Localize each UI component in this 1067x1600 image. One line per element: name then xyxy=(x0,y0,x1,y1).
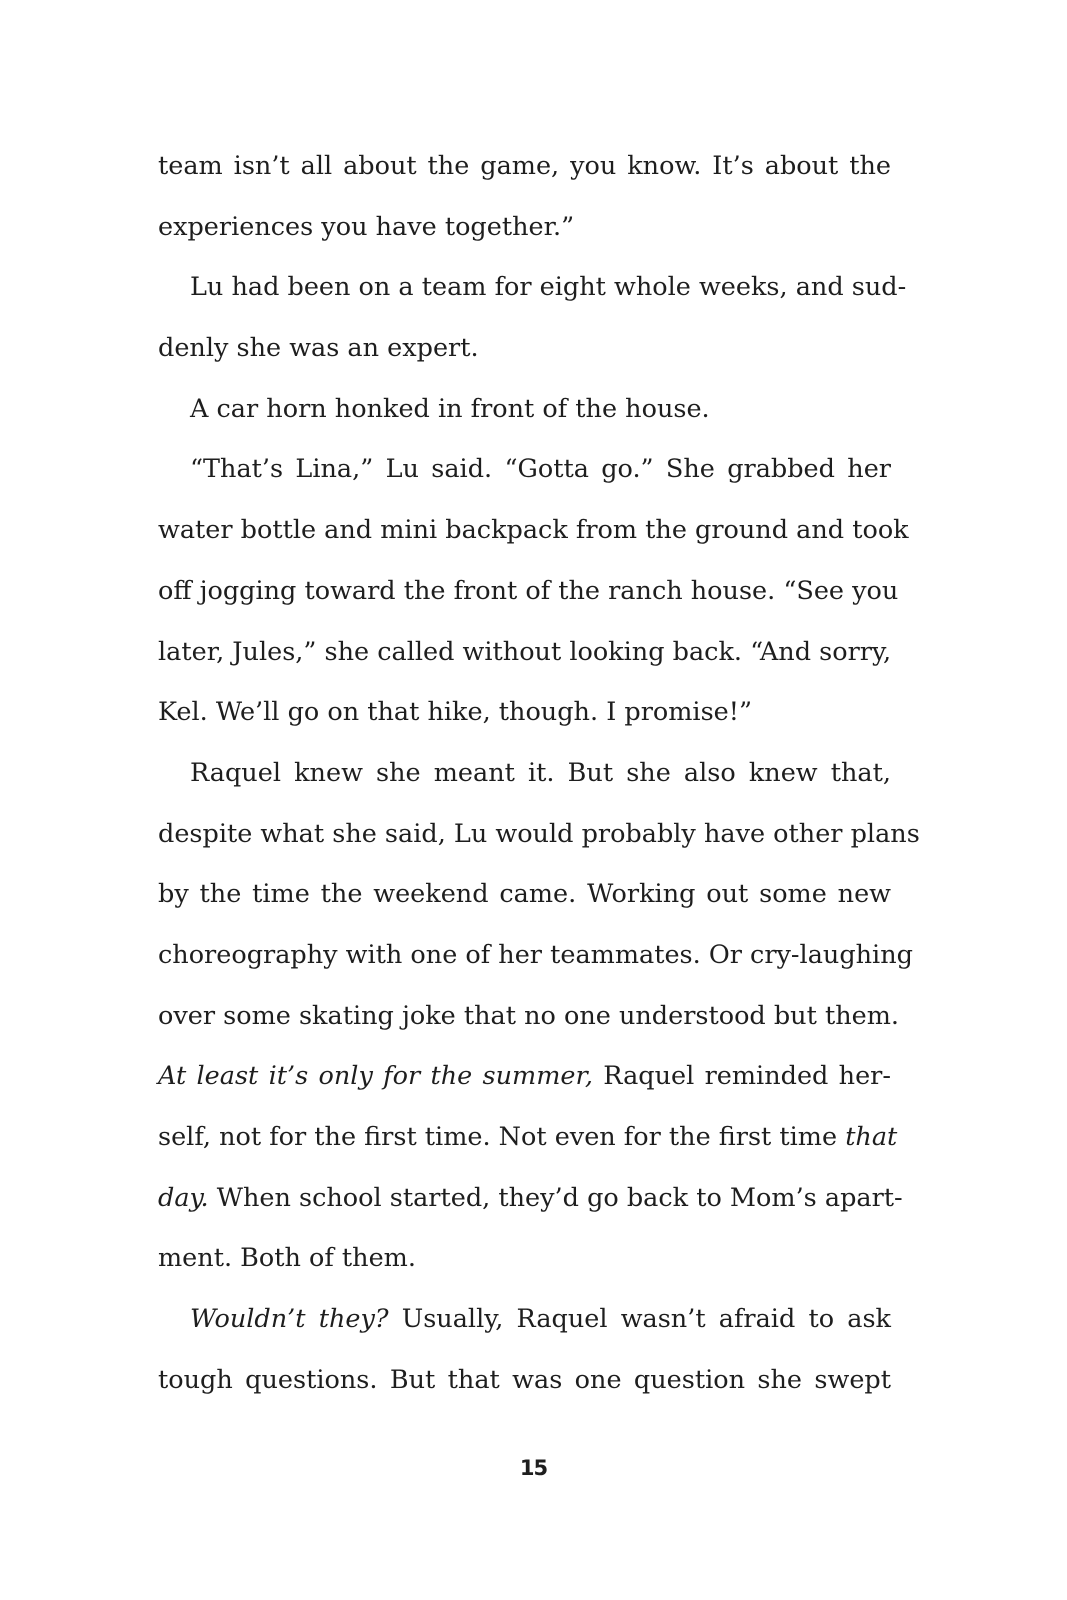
text-line: Kel. We’ll go on that hike, though. I promise!” xyxy=(158,697,753,728)
text-run: When school started, they’d go back to Mom’s apart- xyxy=(208,1182,903,1213)
text-line: tough questions. But that was one question she swept xyxy=(158,1364,891,1395)
text-line: Raquel knew she meant it. But she also knew that, xyxy=(190,757,891,788)
text-run: self, not for the first time. Not even for the first time xyxy=(158,1122,846,1152)
text-line: A car horn honked in front of the house. xyxy=(190,393,710,424)
body-text xyxy=(158,136,920,1410)
text-line: denly she was an expert. xyxy=(158,333,479,364)
text-line: over some skating joke that no one understood but them. xyxy=(158,1000,900,1031)
text-line: experiences you have together.” xyxy=(158,211,575,242)
page-number: 15 xyxy=(519,1456,548,1480)
text-line xyxy=(158,1107,898,1168)
italic-text: Wouldn’t they? xyxy=(190,1304,389,1335)
text-line: ment. Both of them. xyxy=(158,1243,416,1274)
text-run: Raquel reminded her- xyxy=(592,1061,891,1092)
italic-text: that xyxy=(845,1122,898,1152)
text-line: despite what she said, Lu would probably have other plans xyxy=(158,818,920,849)
text-line: “That’s Lina,” Lu said. “Gotta go.” She grabbed her xyxy=(190,454,891,485)
text-line: choreography with one of her teammates. Or cry-laughing xyxy=(158,939,913,970)
italic-text: day. xyxy=(158,1182,209,1213)
text-line: off jogging toward the front of the ranch house. “See you xyxy=(158,575,899,606)
text-run: Usually, Raquel wasn’t afraid to ask xyxy=(388,1304,891,1335)
text-line: team isn’t all about the game, you know. It’s about the xyxy=(158,151,891,181)
italic-text: At least it’s only for the summer, xyxy=(158,1061,593,1092)
text-line: water bottle and mini backpack from the ground and took xyxy=(158,515,909,546)
text-line xyxy=(158,1046,891,1107)
text-line: by the time the weekend came. Working out some new xyxy=(158,879,891,910)
text-line: later, Jules,” she called without looking back. “And sorry, xyxy=(158,636,892,667)
text-line xyxy=(158,1168,903,1229)
text-line xyxy=(158,1289,891,1350)
text-line: Lu had been on a team for eight whole weeks, and sud- xyxy=(190,272,907,303)
